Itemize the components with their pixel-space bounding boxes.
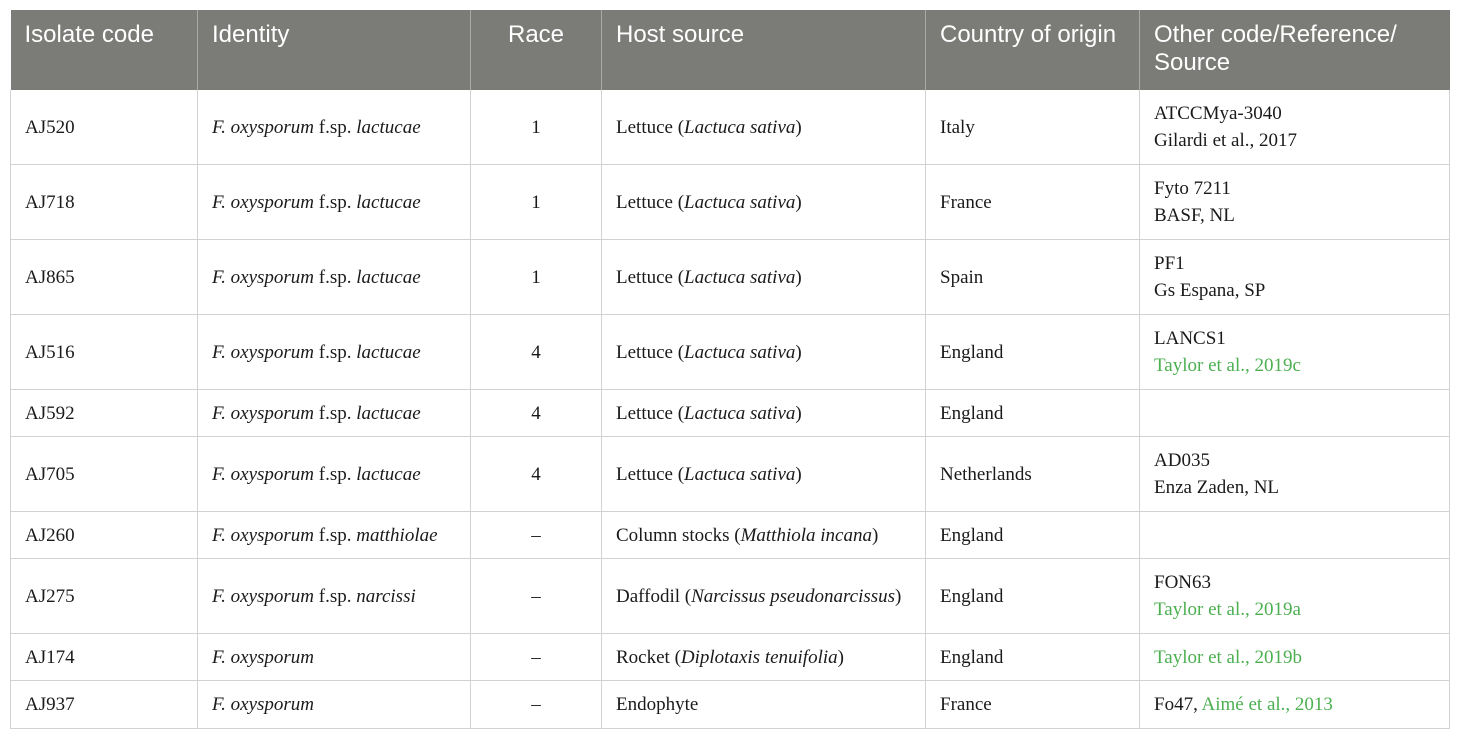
host-latin-name: Lactuca sativa xyxy=(684,463,796,485)
country-cell: France xyxy=(926,681,1140,729)
race-cell: 1 xyxy=(471,240,602,315)
reference-source: BASF, NL xyxy=(1154,205,1235,226)
identity-cell xyxy=(198,634,471,681)
table-body xyxy=(11,90,1450,729)
other-code-cell xyxy=(1140,681,1450,729)
other-code-cell xyxy=(1140,315,1450,390)
reference-source: Enza Zaden, NL xyxy=(1154,477,1280,498)
species: F. oxysporum xyxy=(212,646,315,668)
isolate-code-cell: AJ174 xyxy=(11,634,198,681)
forma-specialis-abbrev: f.sp. xyxy=(318,116,352,138)
header-race: Race xyxy=(471,10,602,90)
other-code: Fyto 7211 xyxy=(1154,178,1231,199)
reference-link[interactable]: Taylor et al., 2019b xyxy=(1154,646,1302,668)
host-close-paren: ) xyxy=(795,266,802,288)
host-common-name: Rocket ( xyxy=(616,646,681,668)
table-row xyxy=(11,90,1450,165)
header-isolate-code: Isolate code xyxy=(11,10,198,90)
country-cell: England xyxy=(926,559,1140,634)
isolate-code-cell: AJ592 xyxy=(11,390,198,437)
forma-specialis-abbrev: f.sp. xyxy=(318,463,352,485)
table-row xyxy=(11,315,1450,390)
isolate-code-cell: AJ260 xyxy=(11,512,198,559)
species: F. oxysporum xyxy=(212,191,315,213)
other-code: Fo47, xyxy=(1154,694,1202,715)
reference-source: Gs Espana, SP xyxy=(1154,280,1266,301)
country-cell: England xyxy=(926,634,1140,681)
table-row xyxy=(11,165,1450,240)
species: F. oxysporum xyxy=(212,524,315,546)
other-code-cell xyxy=(1140,240,1450,315)
host-common-name: Lettuce ( xyxy=(616,463,685,485)
host-common-name: Daffodil ( xyxy=(616,585,692,607)
table-row xyxy=(11,559,1450,634)
species: F. oxysporum xyxy=(212,463,315,485)
isolate-code-cell: AJ520 xyxy=(11,90,198,165)
forma-specialis-abbrev: f.sp. xyxy=(318,402,352,424)
identity-cell xyxy=(198,559,471,634)
host-common-name: Lettuce ( xyxy=(616,116,685,138)
country-cell: Spain xyxy=(926,240,1140,315)
forma-specialis: lactucae xyxy=(356,341,421,363)
host-latin-name: Lactuca sativa xyxy=(684,266,796,288)
header-identity: Identity xyxy=(198,10,471,90)
race-cell: 4 xyxy=(471,437,602,512)
identity-cell xyxy=(198,165,471,240)
country-cell: England xyxy=(926,315,1140,390)
host-close-paren: ) xyxy=(795,341,802,363)
host-source-cell xyxy=(602,315,926,390)
forma-specialis: lactucae xyxy=(356,191,421,213)
other-code-cell xyxy=(1140,437,1450,512)
race-cell: – xyxy=(471,634,602,681)
table-row xyxy=(11,681,1450,729)
host-source-cell xyxy=(602,681,926,729)
forma-specialis-abbrev: f.sp. xyxy=(318,585,352,607)
identity-cell xyxy=(198,437,471,512)
forma-specialis-abbrev: f.sp. xyxy=(318,524,352,546)
forma-specialis: lactucae xyxy=(356,266,421,288)
isolate-code-cell: AJ705 xyxy=(11,437,198,512)
isolate-code-cell: AJ937 xyxy=(11,681,198,729)
table-row xyxy=(11,437,1450,512)
table-row xyxy=(11,240,1450,315)
identity-cell xyxy=(198,90,471,165)
host-close-paren: ) xyxy=(795,463,802,485)
species: F. oxysporum xyxy=(212,341,315,363)
species: F. oxysporum xyxy=(212,585,315,607)
host-common-name: Lettuce ( xyxy=(616,191,685,213)
header-other-code-reference-source: Other code/Reference/ Source xyxy=(1140,10,1450,90)
isolate-code-cell: AJ865 xyxy=(11,240,198,315)
host-source-cell xyxy=(602,559,926,634)
forma-specialis: lactucae xyxy=(356,402,421,424)
other-code-cell xyxy=(1140,165,1450,240)
identity-cell xyxy=(198,240,471,315)
forma-specialis: lactucae xyxy=(356,116,421,138)
other-code: ATCCMya-3040 xyxy=(1154,103,1282,124)
race-cell: 4 xyxy=(471,315,602,390)
identity-cell xyxy=(198,512,471,559)
host-latin-name: Lactuca sativa xyxy=(684,191,796,213)
host-source-cell xyxy=(602,437,926,512)
country-cell: Italy xyxy=(926,90,1140,165)
header-row xyxy=(11,10,1450,90)
header-host-source: Host source xyxy=(602,10,926,90)
host-latin-name: Diplotaxis tenuifolia xyxy=(680,646,838,668)
species: F. oxysporum xyxy=(212,266,315,288)
host-source-cell xyxy=(602,90,926,165)
other-code-cell xyxy=(1140,634,1450,681)
host-source-cell xyxy=(602,165,926,240)
host-latin-name: Lactuca sativa xyxy=(684,116,796,138)
species: F. oxysporum xyxy=(212,402,315,424)
forma-specialis-abbrev: f.sp. xyxy=(318,191,352,213)
forma-specialis: lactucae xyxy=(356,463,421,485)
race-cell: 1 xyxy=(471,165,602,240)
header-country-of-origin: Country of origin xyxy=(926,10,1140,90)
host-common-name: Column stocks ( xyxy=(616,524,741,546)
other-code-cell xyxy=(1140,512,1450,559)
country-cell: France xyxy=(926,165,1140,240)
isolate-code-cell: AJ516 xyxy=(11,315,198,390)
other-code: AD035 xyxy=(1154,450,1210,471)
host-source-cell xyxy=(602,240,926,315)
forma-specialis-abbrev: f.sp. xyxy=(318,341,352,363)
reference-source: Gilardi et al., 2017 xyxy=(1154,130,1297,151)
race-cell: 1 xyxy=(471,90,602,165)
reference-link[interactable]: Taylor et al., 2019a xyxy=(1154,599,1301,620)
table-row xyxy=(11,390,1450,437)
country-cell: England xyxy=(926,390,1140,437)
host-close-paren: ) xyxy=(895,585,902,607)
other-code: FON63 xyxy=(1154,572,1212,593)
species: F. oxysporum xyxy=(212,116,315,138)
forma-specialis: matthiolae xyxy=(356,524,438,546)
race-cell: – xyxy=(471,681,602,729)
host-source-cell xyxy=(602,390,926,437)
other-code-cell xyxy=(1140,90,1450,165)
host-close-paren: ) xyxy=(795,402,802,424)
isolate-code-cell: AJ718 xyxy=(11,165,198,240)
other-code-cell xyxy=(1140,390,1450,437)
host-common-name: Lettuce ( xyxy=(616,341,685,363)
reference-link[interactable]: Aimé et al., 2013 xyxy=(1201,694,1333,715)
host-common-name: Endophyte xyxy=(616,694,699,715)
table-header xyxy=(11,10,1450,90)
table-row xyxy=(11,634,1450,681)
country-cell: Netherlands xyxy=(926,437,1140,512)
forma-specialis: narcissi xyxy=(356,585,416,607)
host-latin-name: Lactuca sativa xyxy=(684,402,796,424)
other-code: PF1 xyxy=(1154,253,1185,274)
host-common-name: Lettuce ( xyxy=(616,402,685,424)
host-close-paren: ) xyxy=(837,646,844,668)
isolates-table xyxy=(10,10,1450,729)
forma-specialis-abbrev: f.sp. xyxy=(318,266,352,288)
host-common-name: Lettuce ( xyxy=(616,266,685,288)
country-cell: England xyxy=(926,512,1140,559)
reference-link[interactable]: Taylor et al., 2019c xyxy=(1154,355,1301,376)
other-code-cell xyxy=(1140,559,1450,634)
host-source-cell xyxy=(602,634,926,681)
host-latin-name: Narcissus pseudonarcissus xyxy=(691,585,896,607)
species: F. oxysporum xyxy=(212,694,315,715)
host-close-paren: ) xyxy=(795,116,802,138)
race-cell: 4 xyxy=(471,390,602,437)
host-latin-name: Lactuca sativa xyxy=(684,341,796,363)
table-row xyxy=(11,512,1450,559)
identity-cell xyxy=(198,390,471,437)
host-source-cell xyxy=(602,512,926,559)
host-latin-name: Matthiola incana xyxy=(740,524,872,546)
identity-cell xyxy=(198,681,471,729)
host-close-paren: ) xyxy=(795,191,802,213)
race-cell: – xyxy=(471,559,602,634)
isolate-code-cell: AJ275 xyxy=(11,559,198,634)
host-close-paren: ) xyxy=(871,524,879,546)
race-cell: – xyxy=(471,512,602,559)
other-code: LANCS1 xyxy=(1154,328,1226,349)
identity-cell xyxy=(198,315,471,390)
